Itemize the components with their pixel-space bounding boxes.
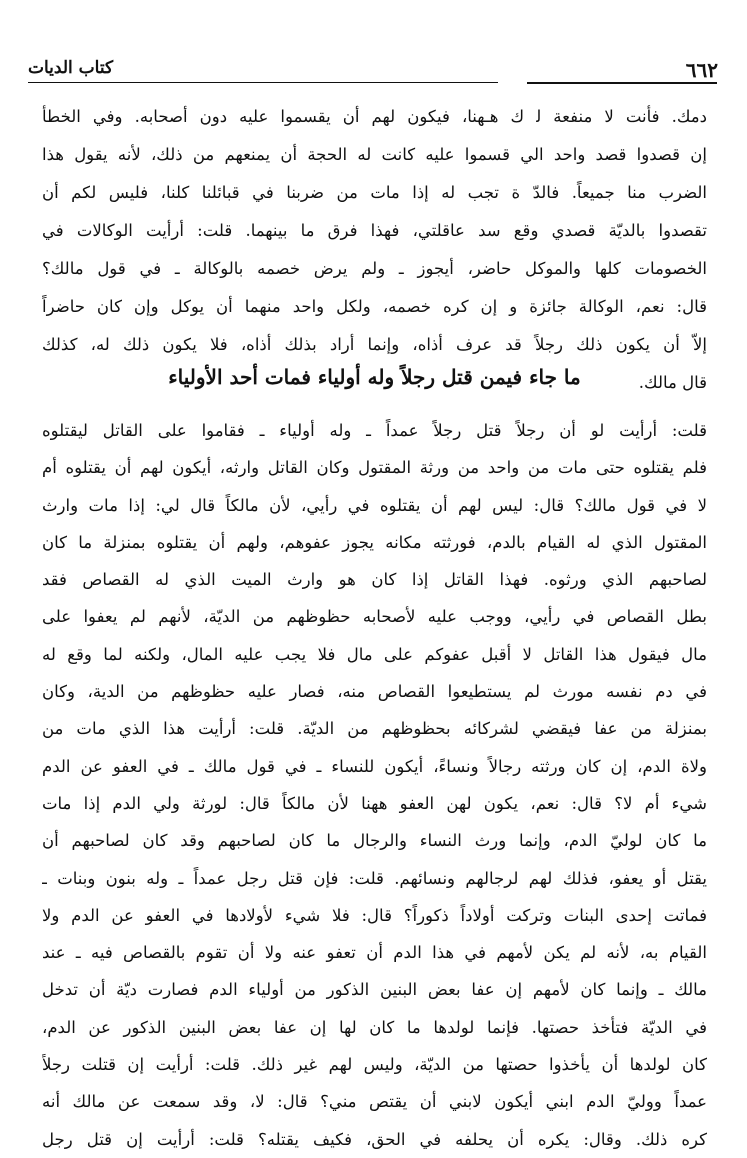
text-line: لصاحبهم الذي ورثوه. فهذا القاتل إذا كان هو وارث الميت الذي له القصاص فقد	[42, 570, 707, 590]
text-line: مالك ـ وإنما كان لأمهم إن عفا بعض البنين الذكور من أولياء الدم فصارت ديّة أن تدخل	[42, 980, 707, 1000]
text-line: في دم نفسه مورث لم يستطيعوا القصاص منه، فصار عليه حظوظهم من الدية، وكان	[42, 682, 707, 702]
text-line: القيام به، لأنه لم يكن لأمهم في هذا الدم أن تعفو عنه ولا أن تقوم بالقصاص فيه ـ عند	[42, 943, 707, 963]
text-line: قلت: أرأيت لو أن رجلاً قتل رجلاً عمداً ـ وله أولياء ـ فقاموا على القاتل ليقتلوه	[42, 421, 707, 440]
text-line: تقصدوا بالديّة قصدي وقع سد عاقلتي، فهذا فرق ما بينهما. قلت: أرأيت الوكالات في	[42, 221, 707, 240]
text-line: المقتول الذي له القيام بالدم، فورثته مكانه يجوز عفوهم، ولهم أن يقتلوه بمنزلة ما كان	[42, 532, 707, 552]
text-line: يقتل أو يعفو، فذلك لهم لرجالهم ونسائهم. قلت: فإن قتل رجل عمداً ـ وله بنون وبنات ـ	[42, 868, 707, 888]
text-line: عمداً ووليّ الدم ابني أيكون لابني أن يقتص مني؟ قال: لا، وقد سمعت عن مالك أنه	[42, 1092, 707, 1112]
text-line: قال: نعم، الوكالة جائزة و إن كره خصمه، ولكل واحد منهما أن يوكل وإن كان حاضراً	[42, 297, 707, 316]
text-line: فلم يقتلوه حتى مات من واحد من ورثة المقتول وكان القاتل وارثه، أيكون لهم أن يقتلوه أم	[42, 458, 707, 478]
running-title: كتاب الديات	[28, 58, 114, 78]
text-line: شيء أم لا؟ قال: نعم، يكون لهن العفو ههنا لأن مالكاً قال: لورثة ولي الدم إذا مات	[42, 793, 707, 813]
text-line: مال فيقول هذا القاتل لا أقبل عفوكم على مال فلا يجب عليه المال، ولكنه لما وقع له	[42, 644, 707, 664]
text-line: كره ذلك. وقال: يكره أن يحلفه في الحق، فكيف يقتله؟ قلت: أرأيت إن قتل رجل	[42, 1129, 707, 1149]
header-rule-right	[527, 82, 717, 84]
text-line: بمنزلة من عفا فيقضي لشركائه بحظوظهم من الديّة. قلت: أرأيت هذا الذي مات من	[42, 719, 707, 739]
text-line: الضرب منا جميعاً. فالدّ ة تجب له إذا مات من ضربنا في قبائلنا كلنا، فليس لكم أن	[42, 183, 707, 202]
text-line: الخصومات كلها والموكل حاضر، أيجوز ـ ولم يرض خصمه بالوكالة ـ في قول مالك؟	[42, 259, 707, 278]
text-line: إن قصدوا قصد واحد الي قسموا عليه كانت له الحجة أن يمنعهم من ذلك، لأنه يقول هذا	[42, 145, 707, 164]
text-line: كان لولدها أن يأخذوا حصتها من الديّة، وليس لهم غير ذلك. قلت: أرأيت إن قتلت رجلاً	[42, 1055, 707, 1075]
page-number: ٦٦٢	[685, 58, 718, 82]
text-line: إلاّ أن يكون ذلك رجلاً قد عرف أذاه، وإنما أراد بذلك أذاه، فلا يكون ذلك له، كذلك	[42, 335, 707, 354]
text-line: قال مالك.	[638, 373, 707, 392]
chapter-heading: ما جاء فيمن قتل رجلاً وله أولياء فمات أحد الأولياء	[168, 365, 581, 389]
text-line: ولاة الدم، إن كان ورثته رجالاً ونساءً، أيكون للنساء ـ في قول مالك ـ في العفو عن الدم	[42, 756, 707, 776]
text-line: فماتت إحدى البنات وتركت أولاداً ذكوراً؟ قال: فلا شيء لأولادها في العفو عن الدم ولا	[42, 905, 707, 925]
text-line: لا في قول مالك؟ قال: ليس لهم أن يقتلوه في رأيي، لأن مالكاً قال لي: إذا مات وارث	[42, 495, 707, 515]
text-line: ما كان لوليّ الدم، وإنما ورث النساء والرجال ما كان لصاحبهم وقد كان لصاحبهم أن	[42, 831, 707, 851]
header-rule-left	[28, 82, 498, 83]
text-line: دمك. فأنت لا منفعة ل‍ ك هـهنا، فيكون لهم أن يقسموا عليه دون أصحابه. وفي الخطأ	[42, 107, 707, 126]
paragraph-continued	[42, 98, 707, 402]
text-line: في الديّة فتأخذ حصتها. فإنما لولدها ما كان لها إن عفا بعض البنين الذكور عن الدم،	[42, 1017, 707, 1037]
chapter-body	[42, 412, 707, 1158]
text-line: بطل القصاص في رأيي، ووجب عليه لأصحابه حظوظهم من الديّة، لأنهم لم يعفوا على	[42, 607, 707, 627]
